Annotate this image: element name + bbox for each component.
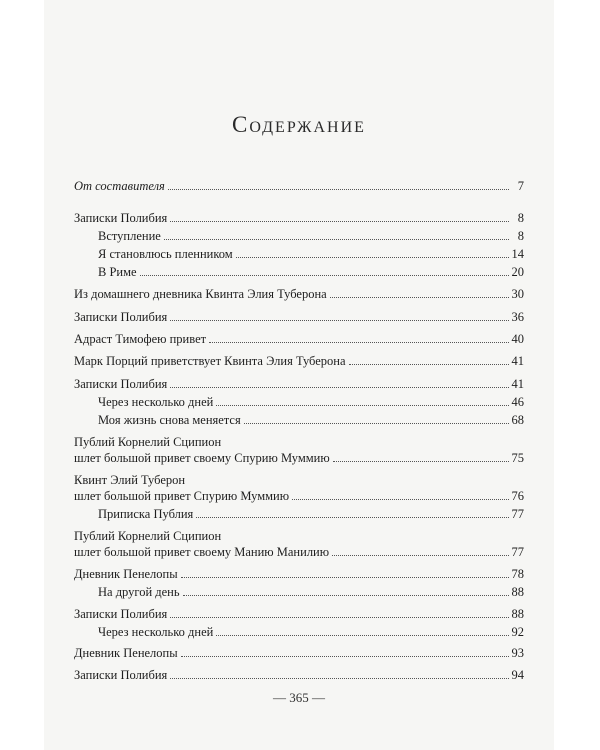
toc-subentry <box>98 228 524 244</box>
dot-leader <box>170 606 508 618</box>
dot-leader <box>170 667 508 679</box>
toc-entry-label: На другой день <box>98 585 180 599</box>
toc-entry <box>74 286 524 302</box>
toc-entry-label: шлет большой привет Спурию Муммию <box>74 489 290 503</box>
toc-entry-page: 41 <box>511 377 524 391</box>
toc-entry-label: От составителя <box>74 179 165 193</box>
toc-entry-page: 8 <box>517 211 524 225</box>
toc-entry-page: 92 <box>511 625 524 639</box>
toc-entry-page: 36 <box>511 310 524 324</box>
toc-entry <box>74 210 524 226</box>
toc-entry-label: Приписка Публия <box>98 507 194 521</box>
toc-entry <box>74 331 524 347</box>
toc-subentry <box>98 412 524 428</box>
toc-entry-page: 94 <box>511 668 524 682</box>
toc-entry-page: 40 <box>511 332 524 346</box>
toc-entry <box>74 606 524 622</box>
toc-entry-page: 8 <box>517 229 524 243</box>
dot-leader <box>244 412 509 424</box>
toc-entry <box>74 488 524 504</box>
toc-subentry <box>98 584 524 600</box>
dot-leader <box>183 584 509 596</box>
dot-leader <box>196 506 508 518</box>
toc-entry-page: 88 <box>511 607 524 621</box>
toc-entry-label: Я становлюсь пленником <box>98 247 233 261</box>
dot-leader <box>170 210 509 222</box>
toc-subentry <box>98 624 524 640</box>
toc-entry <box>74 309 524 325</box>
toc-entry-label: Дневник Пенелопы <box>74 646 178 660</box>
toc-entry-page: 20 <box>511 265 524 279</box>
page-title: Содержание <box>232 112 366 137</box>
toc-entry-label: Через несколько дней <box>98 395 214 409</box>
toc-entry-label: Вступление <box>98 229 161 243</box>
toc-entry-page: 77 <box>511 507 524 521</box>
toc-entry-page: 76 <box>511 489 524 503</box>
toc-entry <box>74 667 524 683</box>
toc-entry-label: Записки Полибия <box>74 377 168 391</box>
toc-entry <box>74 566 524 582</box>
dot-leader <box>170 309 508 321</box>
toc-entry-page: 78 <box>511 567 524 581</box>
dot-leader <box>330 286 509 298</box>
toc-entry-page: 41 <box>511 354 524 368</box>
toc-entry-label: Записки Полибия <box>74 211 168 225</box>
toc-entry <box>74 353 524 369</box>
toc-entry <box>74 450 524 466</box>
dot-leader <box>216 624 508 636</box>
toc-entry <box>74 376 524 392</box>
dot-leader <box>140 264 509 276</box>
toc-entry-label: Дневник Пенелопы <box>74 567 178 581</box>
toc-entry-first-line: Публий Корнелий Сципион <box>74 435 222 449</box>
dot-leader <box>168 178 509 190</box>
toc-entry-page: 77 <box>511 545 524 559</box>
toc-entry-label: Марк Порций приветствует Квинта Элия Туберона <box>74 354 346 368</box>
toc-entry-label: шлет большой привет своему Манию Манилию <box>74 545 330 559</box>
toc-entry-label: Записки Полибия <box>74 607 168 621</box>
dot-leader <box>170 376 508 388</box>
toc-entry-page: 93 <box>511 646 524 660</box>
toc-entry-label: Записки Полибия <box>74 668 168 682</box>
toc-entry-page: 7 <box>517 179 524 193</box>
toc-entry <box>74 544 524 560</box>
toc-entry-label: шлет большой привет своему Спурию Муммию <box>74 451 330 465</box>
dot-leader <box>236 246 509 258</box>
toc-entry-label: Записки Полибия <box>74 310 168 324</box>
dot-leader <box>164 228 509 240</box>
dot-leader <box>216 394 508 406</box>
dot-leader <box>181 566 509 578</box>
toc-entry-label: Через несколько дней <box>98 625 214 639</box>
toc-entry-label: В Риме <box>98 265 137 279</box>
dot-leader <box>209 331 508 343</box>
toc-subentry <box>98 506 524 522</box>
toc-subentry <box>98 394 524 410</box>
page-number: — 365 — <box>273 690 325 705</box>
dot-leader <box>332 544 508 556</box>
toc-entry-label: Из домашнего дневника Квинта Элия Туберона <box>74 287 327 301</box>
toc-subentry <box>98 246 524 262</box>
toc-entry <box>74 645 524 661</box>
toc-entry-first-line: Публий Корнелий Сципион <box>74 529 222 543</box>
toc-entry-page: 30 <box>511 287 524 301</box>
dot-leader <box>292 488 508 500</box>
dot-leader <box>349 353 509 365</box>
toc-entry-page: 14 <box>511 247 524 261</box>
toc-entry-first-line: Квинт Элий Туберон <box>74 473 186 487</box>
toc-entry-label: Моя жизнь снова меняется <box>98 413 241 427</box>
toc-entry <box>74 178 524 194</box>
book-page <box>44 0 554 750</box>
toc-entry-label: Адраст Тимофею привет <box>74 332 207 346</box>
toc-entry-page: 88 <box>511 585 524 599</box>
dot-leader <box>181 645 509 657</box>
toc-subentry <box>98 264 524 280</box>
toc-entry-page: 68 <box>511 413 524 427</box>
toc-entry-page: 75 <box>511 451 524 465</box>
toc-entry-page: 46 <box>511 395 524 409</box>
dot-leader <box>333 450 509 462</box>
